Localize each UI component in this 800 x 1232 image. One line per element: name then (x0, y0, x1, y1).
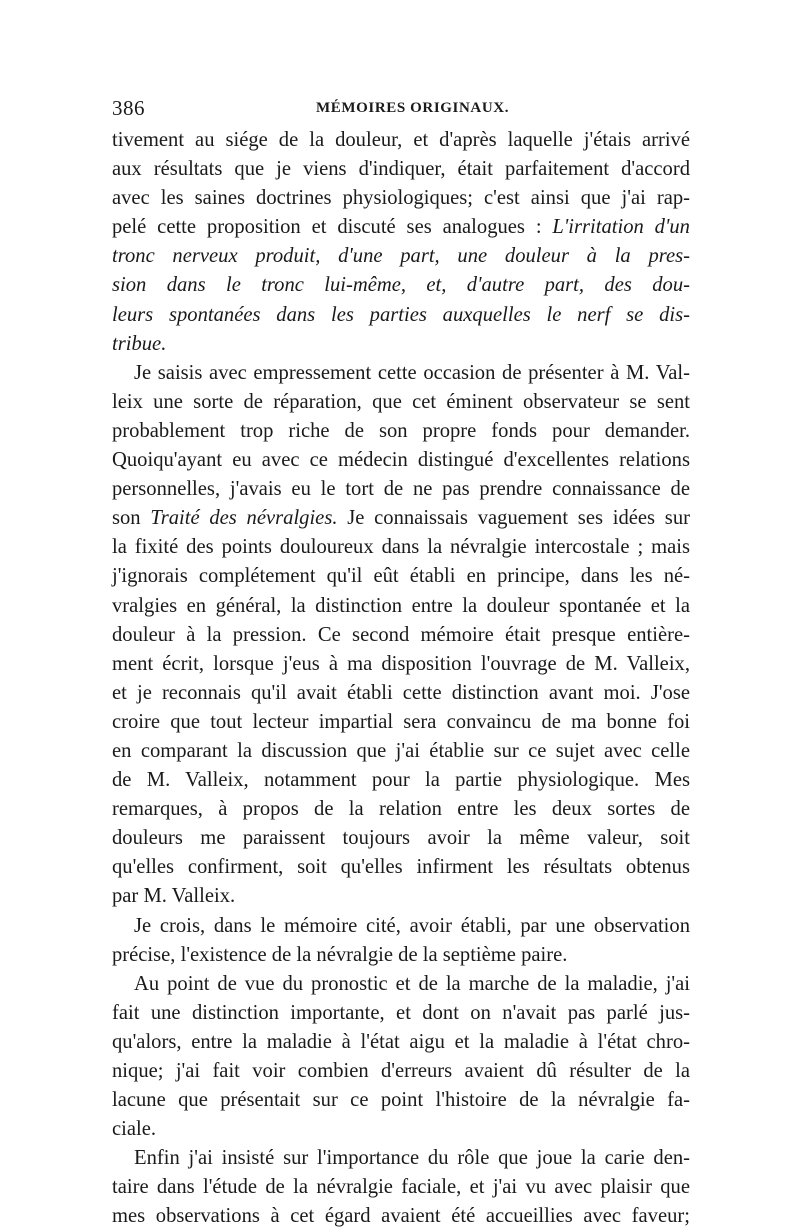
text-line (112, 708, 690, 737)
text-line (112, 1202, 690, 1231)
text-line (112, 271, 690, 300)
text-line (112, 1057, 690, 1086)
text-run: douleur à la pression. Ce second mémoire était presque entière- (112, 623, 690, 646)
text-line (112, 621, 690, 650)
text-line (112, 650, 690, 679)
text-line (112, 359, 690, 388)
text-line (112, 999, 690, 1028)
text-line (112, 1173, 690, 1202)
text-line (112, 1144, 690, 1173)
text-run: Quoiqu'ayant eu avec ce médecin distingué d'excellentes relations (112, 449, 690, 472)
text-run: ment écrit, lorsque j'eus à ma disposition l'ouvrage de M. Valleix, (112, 652, 690, 675)
text-run: douleurs me paraissent toujours avoir la même valeur, soit (112, 827, 690, 850)
text-run: vralgies en général, la distinction entre la douleur spontanée et la (112, 594, 690, 617)
text-run: j'ignorais complétement qu'il eût établi en principe, dans les né- (112, 565, 690, 588)
text-line (112, 737, 690, 766)
text-run: avec les saines doctrines physiologiques; c'est ainsi que j'ai rap- (112, 187, 690, 210)
text-line (112, 504, 690, 533)
running-title: MÉMOIRES ORIGINAUX. (316, 100, 510, 116)
text-run: taire dans l'étude de la névralgie faciale, et j'ai vu avec plaisir que (112, 1176, 690, 1199)
text-run: Je crois, dans le mémoire cité, avoir établi, par une observation (134, 914, 690, 937)
text-line (112, 912, 690, 941)
text-run: nique; j'ai fait voir combien d'erreurs avaient dû résulter de la (112, 1060, 690, 1082)
text-line (112, 970, 690, 999)
italic-text: sion dans le tronc lui-même, et, d'autre part, des dou- (112, 274, 690, 297)
text-run: de M. Valleix, notamment pour la partie physiologique. Mes (112, 769, 690, 792)
book-page (112, 96, 690, 1232)
text-run: Je connaissais vaguement ses idées sur (337, 507, 690, 530)
body-text (112, 126, 690, 1232)
text-run: qu'alors, entre la maladie à l'état aigu et la maladie à l'état chro- (112, 1030, 690, 1053)
text-run: tivement au siége de la douleur, et d'après laquelle j'étais arrivé (112, 129, 690, 151)
text-line (112, 475, 690, 504)
text-line (112, 213, 690, 242)
text-line (112, 853, 690, 882)
text-run: remarques, à propos de la relation entre les deux sortes de (112, 798, 690, 821)
text-run: par M. Valleix. (112, 885, 236, 908)
text-run: mes observations à cet égard avaient été accueillies avec faveur; (112, 1205, 690, 1228)
text-run: pelé cette proposition et discuté ses analogues : (112, 216, 553, 239)
text-line (112, 330, 690, 359)
page-number: 386 (112, 96, 145, 120)
text-run: la fixité des points douloureux dans la névralgie intercostale ; mais (112, 536, 690, 559)
text-line (112, 795, 690, 824)
text-line (112, 388, 690, 417)
text-run: Enfin j'ai insisté sur l'importance du rôle que joue la carie den- (134, 1147, 690, 1170)
text-line (112, 882, 690, 911)
text-line (112, 824, 690, 853)
italic-text: L'irritation d'un (552, 216, 690, 239)
text-line (112, 679, 690, 708)
italic-text: tribue. (112, 332, 167, 355)
text-line (112, 1028, 690, 1057)
text-run: fait une distinction importante, et dont on n'avait pas parlé jus- (112, 1001, 690, 1024)
text-run: ciale. (112, 1118, 157, 1141)
text-line (112, 242, 690, 271)
text-run: aux résultats que je viens d'indiquer, était parfaitement d'accord (112, 158, 690, 181)
text-line (112, 184, 690, 213)
text-run: leix une sorte de réparation, que cet éminent observateur se sent (112, 390, 690, 413)
text-line (112, 592, 690, 621)
running-head (112, 96, 690, 126)
text-run: personnelles, j'avais eu le tort de ne pas prendre connaissance de (112, 478, 690, 501)
text-run: et je reconnais qu'il avait établi cette distinction avant moi. J'ose (112, 681, 690, 704)
text-run: croire que tout lecteur impartial sera convaincu de ma bonne foi (112, 710, 690, 733)
text-run: qu'elles confirment, soit qu'elles infirment les résultats obtenus (112, 856, 690, 879)
text-line (112, 533, 690, 562)
text-line (112, 1086, 690, 1115)
text-line (112, 155, 690, 184)
text-run: probablement trop riche de son propre fonds pour demander. (112, 419, 690, 442)
text-line (112, 766, 690, 795)
text-line (112, 562, 690, 591)
text-line (112, 417, 690, 446)
italic-text: leurs spontanées dans les parties auxquelles le nerf se dis- (112, 303, 690, 326)
text-run: son (112, 507, 151, 530)
text-run: lacune que présentait sur ce point l'histoire de la névralgie fa- (112, 1089, 690, 1112)
text-run: précise, l'existence de la névralgie de la septième paire. (112, 943, 568, 966)
text-line (112, 446, 690, 475)
text-line (112, 941, 690, 970)
text-run: en comparant la discussion que j'ai établie sur ce sujet avec celle (112, 739, 690, 762)
text-run: Au point de vue du pronostic et de la marche de la maladie, j'ai (134, 972, 690, 995)
italic-text: tronc nerveux produit, d'une part, une douleur à la pres- (112, 245, 690, 268)
text-line (112, 301, 690, 330)
text-line (112, 1115, 690, 1144)
italic-text: Traité des névralgies. (150, 507, 338, 530)
text-line (112, 126, 690, 155)
text-run: Je saisis avec empressement cette occasion de présenter à M. Val- (134, 361, 690, 384)
